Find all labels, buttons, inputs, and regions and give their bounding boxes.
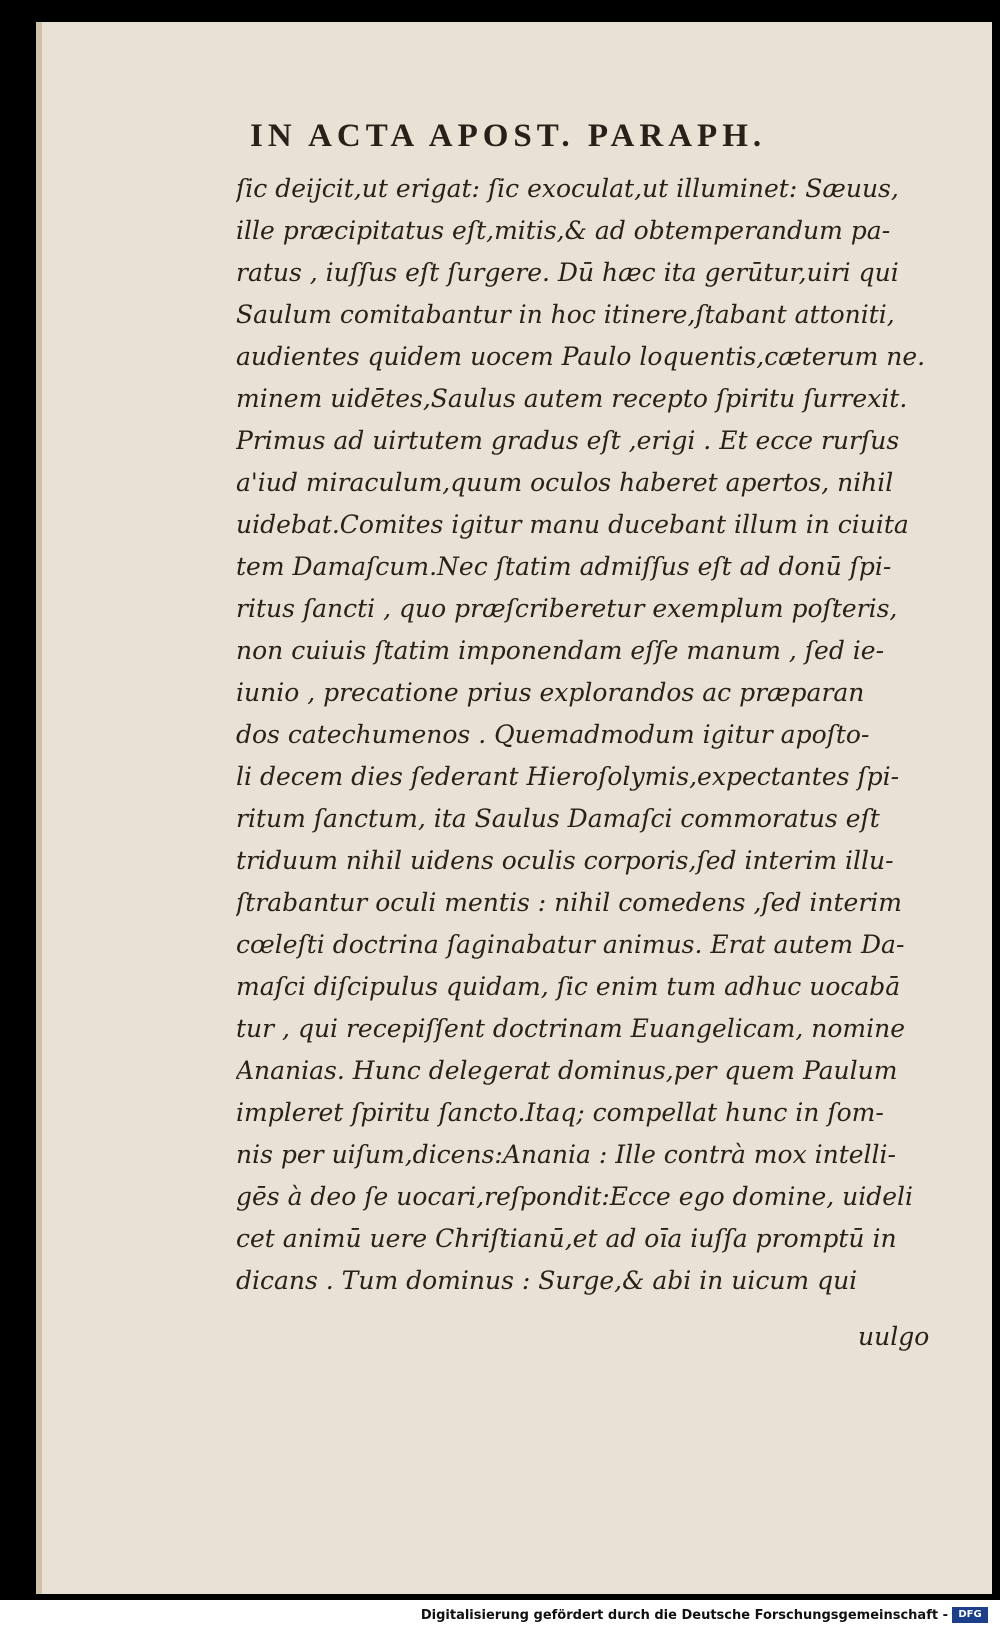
text-line: audientes quidem uocem Paulo loquentis,cæterum ne. xyxy=(236,342,926,371)
text-line: ille præcipitatus eſt,mitis,& ad obtemperandum pa- xyxy=(236,216,891,245)
running-head: IN ACTA APOST. PARAPH. xyxy=(250,118,767,154)
text-line: Primus ad uirtutem gradus eſt ,erigi . Et ecce rurſus xyxy=(236,426,900,455)
text-line: ratus , iuſſus eſt ſurgere. Dū hæc ita gerūtur,uiri qui xyxy=(236,258,899,287)
text-line: nis per uiſum,dicens:Anania : Ille contrà mox intelli- xyxy=(236,1140,896,1169)
text-line: tur , qui recepiſſent doctrinam Euangelicam, nomine xyxy=(236,1014,906,1043)
digitization-credit: Digitalisierung gefördert durch die Deutsche Forschungsgemeinschaft - xyxy=(420,1608,948,1623)
dfg-logo: DFG xyxy=(952,1607,988,1623)
text-line: ritum ſanctum, ita Saulus Damaſci commoratus eſt xyxy=(236,804,880,833)
text-line: impleret ſpiritu ſancto.Itaq; compellat hunc in ſom- xyxy=(236,1098,884,1127)
text-line: ritus ſancti , quo præſcriberetur exemplum poſteris, xyxy=(236,594,898,623)
text-line: cœleſti doctrina ſaginabatur animus. Erat autem Da- xyxy=(236,930,905,959)
text-line: a'iud miraculum,quum oculos haberet apertos, nihil xyxy=(236,468,894,497)
text-line: iunio , precatione prius explorandos ac præparan xyxy=(236,678,865,707)
text-line: triduum nihil uidens oculis corporis,ſed interim illu- xyxy=(236,846,894,875)
text-line: gēs à deo ſe uocari,reſpondit:Ecce ego domine, uideli xyxy=(236,1182,914,1211)
text-line: Ananias. Hunc delegerat dominus,per quem Paulum xyxy=(236,1056,898,1085)
text-line: tem Damaſcum.Nec ſtatim admiſſus eſt ad donū ſpi- xyxy=(236,552,892,581)
page-body-text xyxy=(236,168,946,1302)
text-line: Saulum comitabantur in hoc itinere,ſtabant attoniti, xyxy=(236,300,895,329)
text-line: li decem dies ſederant Hieroſolymis,expectantes ſpi- xyxy=(236,762,900,791)
catchword: uulgo xyxy=(858,1322,930,1351)
text-line: uidebat.Comites igitur manu ducebant illum in ciuita xyxy=(236,510,909,539)
text-line: minem uidētes,Saulus autem recepto ſpiritu ſurrexit. xyxy=(236,384,908,413)
text-line: maſci diſcipulus quidam, ſic enim tum adhuc uocabā xyxy=(236,972,901,1001)
text-line: ſtrabantur oculi mentis : nihil comedens ,ſed interim xyxy=(236,888,902,917)
text-line: dicans . Tum dominus : Surge,& abi in uicum qui xyxy=(236,1266,858,1295)
text-line: ſic deijcit,ut erigat: ſic exoculat,ut illuminet: Sæuus, xyxy=(236,174,899,203)
text-line: cet animū uere Chriſtianū,et ad oīa iuſſa promptū in xyxy=(236,1224,897,1253)
text-line: non cuiuis ſtatim imponendam eſſe manum , ſed ie- xyxy=(236,636,885,665)
text-line: dos catechumenos . Quemadmodum igitur apoſto- xyxy=(236,720,870,749)
